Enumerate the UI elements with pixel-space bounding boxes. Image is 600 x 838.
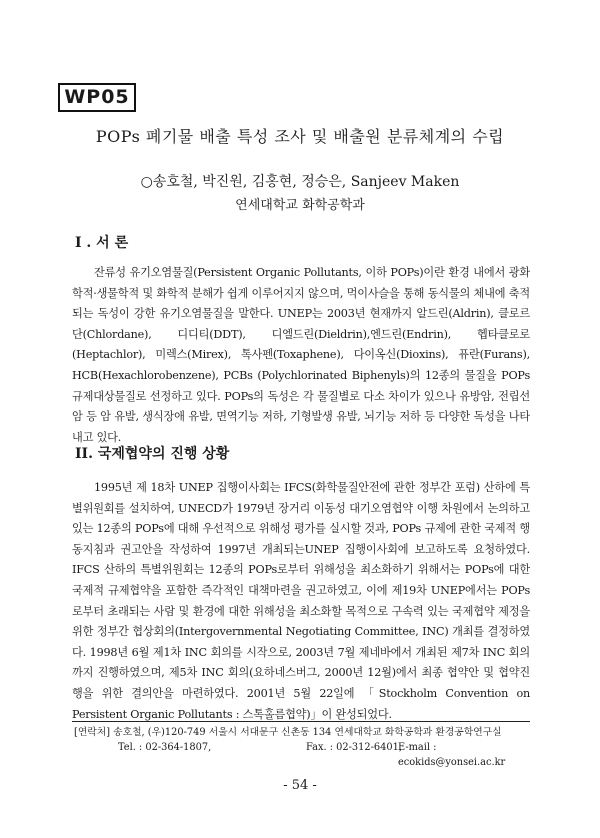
affiliation: 연세대학교 화학공학과 — [235, 198, 365, 213]
convention-paragraph — [72, 478, 530, 725]
paper-title: POPs 폐기물 배출 특성 조사 및 배출원 분류체계의 수립 — [95, 127, 505, 146]
introduction-text: 잔류성 유기오염물질(Persistent Organic Pollutants, 이하 POPs)이란 환경 내에서 광화학적·생물학적 및 화학적 분해가 쉽게 이루어지지 않으며, 먹이사슬을 통해 동식물의 체내에 축적되는 독성이 강한 유기오염물질을 말한다. UNEP는 2003년 현재까지 알드린(Aldrin), 클로르단(Chlordane), 디디티(DDT), 디엘드린(Dieldrin),엔드린(Endrin), 헵타클로로 (Heptachlor), 미렉스(Mirex), 톡사펜(Toxaphene), 다이옥신(Dioxins), 퓨란(Furans), HCB(Hexachlorobenzene), PCBs (Polychlorinated Biphenyls)의 12종의 물질을 POPs 규제대상물질로 선정하고 있다. POPs의 독성은 각 물질별로 다소 차이가 있으나 유방암, 전립선암 등 암 유발, 생식장애 유발, 면역기능 저하, 기형발생 유발, 뇌기능 저하 등 다양한 독성을 나타내고 있다. — [72, 266, 530, 444]
section-heading-international-convention: II. 국제협약의 진행 상황 — [75, 446, 230, 462]
contact-footnote — [74, 725, 534, 768]
author-list: ○송호철, 박진원, 김홍현, 정승은, Sanjeev Maken — [140, 174, 460, 190]
contact-tel: Tel. : 02-364-1807, — [118, 742, 212, 753]
footnote-divider — [72, 721, 530, 722]
contact-email: E-mail : ecokids@yonsei.ac.kr — [398, 742, 506, 768]
paper-id-badge: WP05 — [58, 83, 136, 112]
contact-fax: Fax. : 02-312-6401, — [306, 742, 402, 753]
page-number: - 54 - — [283, 778, 317, 793]
convention-text: 1995년 제 18차 UNEP 집행이사회는 IFCS(화학물질안전에 관한 정부간 포럼) 산하에 특별위원회를 설치하여, UNECD가 1979년 장거리 이동성 대기오염협약 이행 차원에서 논의하고 있는 12종의 POPs에 대해 우선적으로 위해성 평가를 실시할 것과, POPs 규제에 관한 국제적 행동지침과 권고안을 작성하여 1997년 개최되는UNEP 집행이사회에 보고하도록 요청하였다. IFCS 산하의 특별위원회는 12종의 POPs로부터 위해성을 최소화하기 위해서는 POPs에 대한 국제적 규제협약을 포함한 즉각적인 대책마련을 권고하였고, 이에 제19차 UNEP에서는 POPs로부터 초래되는 사람 및 환경에 대한 위해성을 최소화할 목적으로 구속력 있는 국제협약 제정을 위한 정부간 협상회의(Intergovernmental Negotiating Committee, INC) 개최를 결정하였다. 1998년 6월 제1차 INC 회의를 시작으로, 2003년 7월 제네바에서 개최된 제7차 INC 회의까지 진행하였으며, 제5차 INC 회의(요하네스버그, 2000년 12월)에서 최종 협약안 및 협약진행을 위한 결의안을 마련하였다. 2001년 5월 22일에 「Stockholm Convention on Persistent Organic Pollutants : 스톡홀름협약)」이 완성되었다. — [72, 481, 530, 721]
introduction-paragraph — [72, 263, 530, 448]
contact-address: [연락처] 송호철, (우)120-749 서울시 서대문구 신촌동 134 연세대학교 화학공학과 환경공학연구실 — [74, 727, 502, 738]
section-heading-introduction: I . 서 론 — [75, 235, 129, 251]
